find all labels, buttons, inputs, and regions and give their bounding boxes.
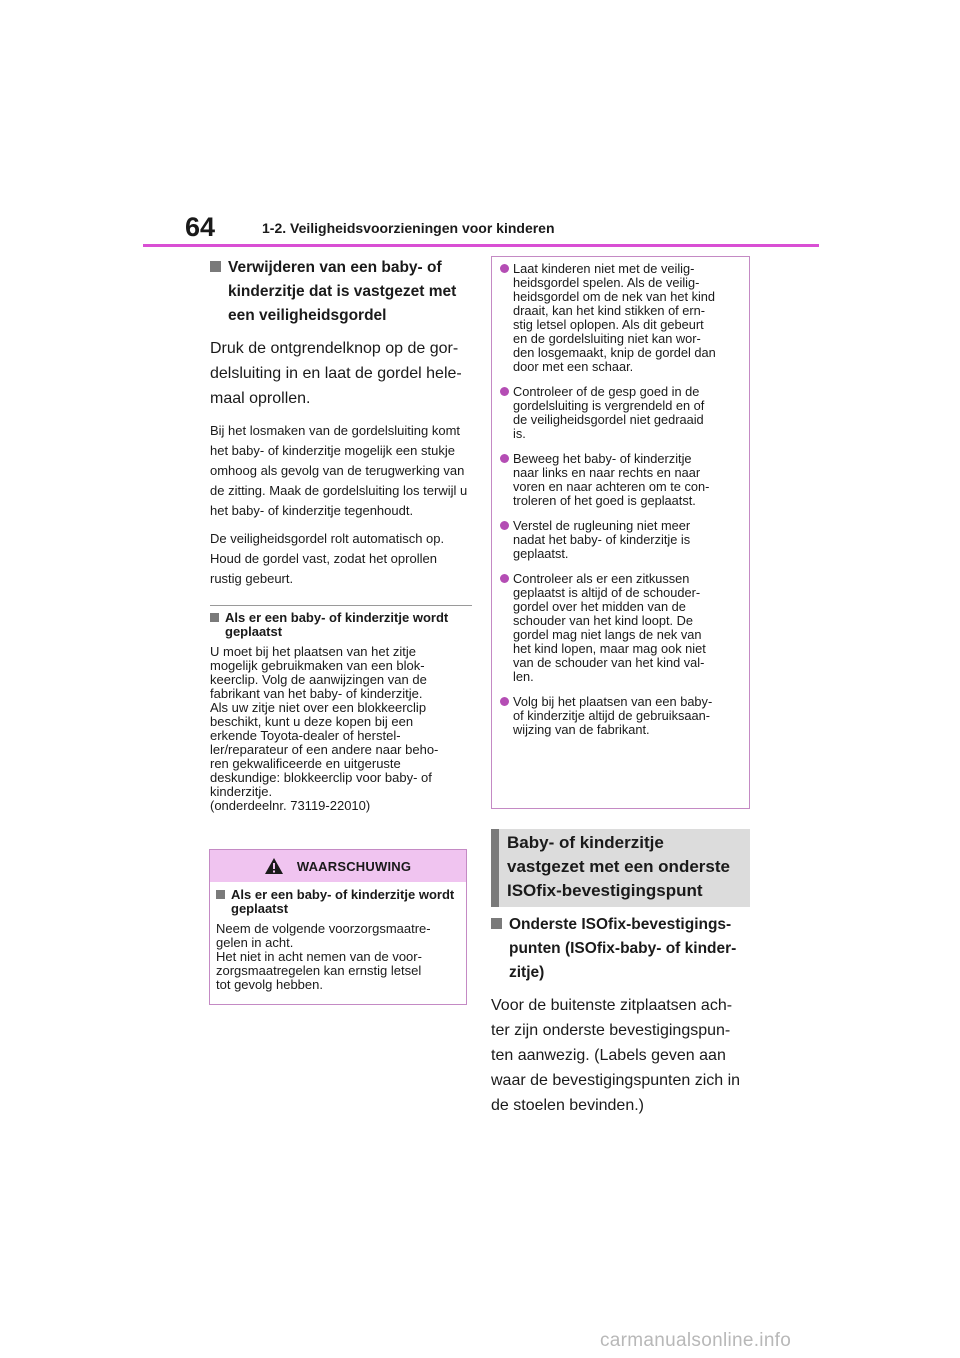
tip-item [500,695,741,737]
isofix-content [491,913,751,1118]
square-bullet-icon [216,890,225,899]
warning-tips-box [491,256,750,809]
page-number: 64 [185,212,216,242]
tip-text: Beweeg het baby- of kinderzitje naar links en naar rechts en naar voren en naar achteren om te con- troleren of het goed is geplaatst. [513,451,710,508]
warning-text: Neem de volgende voorzorgsmaatre- gelen in acht. Het niet in acht nemen van de voor- zorgsmaatregelen kan ernstig letsel tot gevolg hebben. [216,921,431,992]
bullet-dot-icon [500,387,509,396]
heading-bar [491,829,499,907]
bullet-dot-icon [500,454,509,463]
tip-item [500,519,741,561]
warning-subheading [216,888,460,916]
watermark: carmanualsonline.info [600,1330,792,1351]
warning-triangle-icon [265,858,283,874]
tip-item [500,385,741,441]
tip-text: Controleer of de gesp goed in de gordelsluiting is vergrendeld en of de veiligheidsgordel niet gedraaid is. [513,384,705,441]
warning-body [210,882,466,992]
warning-title: WAARSCHUWING [296,858,412,874]
warning-header [210,850,466,882]
left-column [210,256,472,813]
installation-subheading-text: Als er een baby- of kinderzitje wordt geplaatst [225,610,449,639]
section-title: 1-2. Veiligheidsvoorzieningen voor kinderen [262,220,555,236]
tip-text: Controleer als er een zitkussen geplaatst is altijd of de schouder- gordel over het midden van de schouder van het kind loopt. De gordel mag niet langs de nek van het kind lopen, maar mag ook niet van de schouder van het kind val- len. [513,571,706,684]
header-rule [143,244,819,247]
section-divider [210,605,472,606]
isofix-paragraph: Voor de buitenste zitplaatsen ach- ter zijn onderste bevestigingspun- ten aanwezig. (Labels geven aan waar de bevestigingspunten zich in de stoelen bevinden.) [491,997,741,1114]
lock-clip-note: U moet bij het plaatsen van het zitje mogelijk gebruikmaken van een blok- keerclip. Volg de aanwijzingen van de fabrikant van het baby- of kinderzitje. Als uw zitje niet over een blokkeerclip beschikt, kunt u deze kopen bij een erkende Toyota-dealer of herstel- ler/reparateur of een andere naar beho- ren gekwalificeerde en uitgeruste deskundige: blokkeerclip voor baby- of kinderzitje. (onderdeelnr. 73119-22010) [210,644,439,813]
isofix-section-heading-text: Baby- of kinderzitje vastgezet met een onderste ISOfix-bevestigingspunt [507,833,730,900]
bullet-dot-icon [500,264,509,273]
square-bullet-icon [210,261,221,272]
tip-item [500,452,741,508]
square-bullet-icon [491,918,502,929]
isofix-section-heading [491,829,750,907]
release-instruction: Druk de ontgrendelknop op de gor-delsluiting in en laat de gordel hele-maal oprollen. [210,340,462,407]
tip-item [500,262,741,374]
warning-subheading-text: Als er een baby- of kinderzitje wordt geplaatst [231,887,455,916]
removal-heading [210,256,472,328]
tip-text: Volg bij het plaatsen van een baby- of kinderzitje altijd de gebruiksaan- wijzing van de fabrikant. [513,694,713,737]
tip-item [500,572,741,684]
retract-note: De veiligheidsgordel rolt automatisch op. Houd de gordel vast, zodat het oprollen rustig gebeurt. [210,531,445,586]
warning-box [209,849,467,1005]
removal-heading-text: Verwijderen van een baby- of kinderzitje dat is vastgezet met een veiligheidsgordel [228,259,457,324]
tip-text: Laat kinderen niet met de veilig- heidsgordel spelen. Als de veilig- heidsgordel om de nek van het kind draait, kan het kind stikken of ern- stig letsel oplopen. Als dit gebeurt en de gordelsluiting niet kan wor- den losgemaakt, knip de gordel dan door met een schaar. [513,261,716,374]
bullet-dot-icon [500,521,509,530]
isofix-heading-text: Onderste ISOfix-bevestigings- punten (ISOfix-baby- of kinder- zitje) [509,916,737,981]
tip-text: Verstel de rugleuning niet meer nadat het baby- of kinderzitje is geplaatst. [513,518,691,561]
bullet-dot-icon [500,574,509,583]
isofix-heading [491,913,751,985]
bullet-dot-icon [500,697,509,706]
release-note: Bij het losmaken van de gordelsluiting komt het baby- of kinderzitje mogelijk een stukje omhoog als gevolg van de terugwerking van de zitting. Maak de gordelsluiting los terwijl u het baby- of kinderzitje tegenhoudt. [210,423,468,518]
installation-subheading [210,611,472,639]
square-bullet-icon [210,613,219,622]
